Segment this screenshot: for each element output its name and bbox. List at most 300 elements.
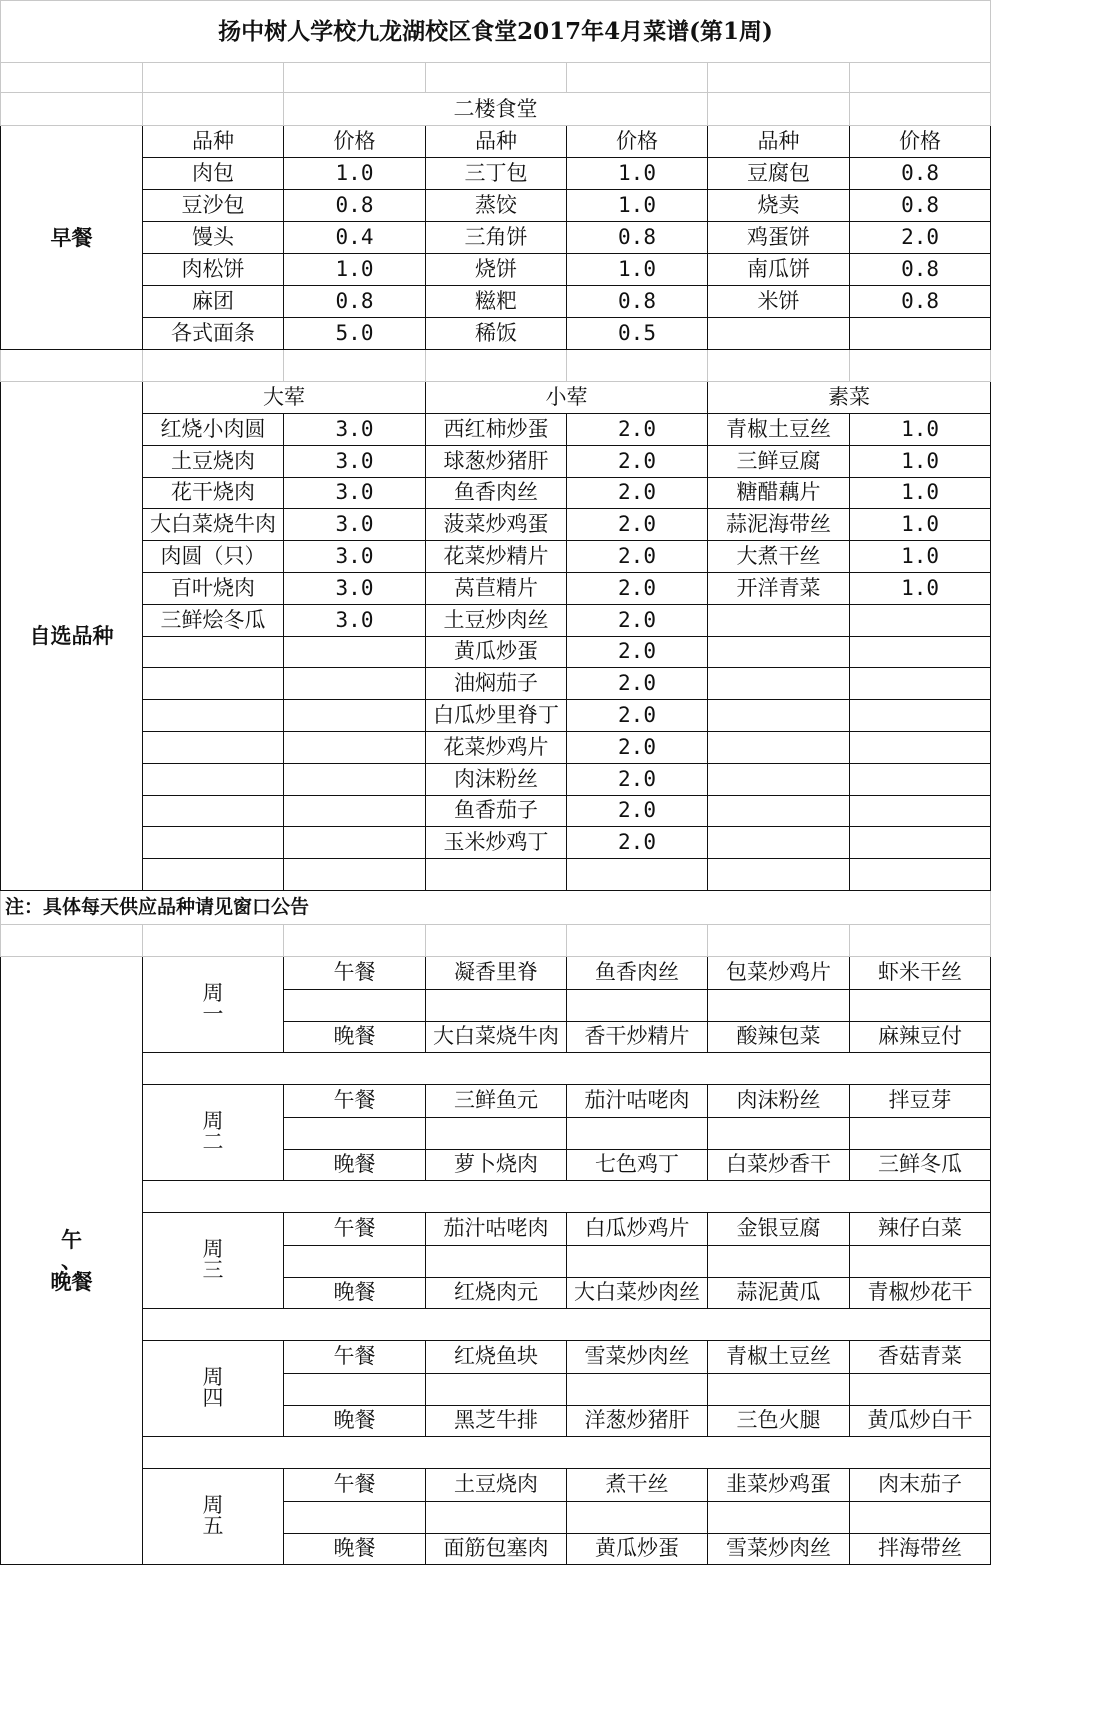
item-cell: 蒸饺: [426, 190, 567, 222]
price-cell: 2.0: [567, 795, 708, 827]
optional-label: 自选品种: [1, 382, 143, 891]
lunch-dish: 白瓜炒鸡片: [567, 1212, 708, 1245]
price-cell: 1.0: [850, 445, 991, 477]
price-cell: [850, 859, 991, 891]
empty-cell: [567, 1501, 708, 1533]
dinner-dish: 香干炒精片: [567, 1021, 708, 1052]
price-cell: 0.8: [567, 286, 708, 318]
item-cell: 稀饭: [426, 318, 567, 350]
price-cell: 2.0: [567, 509, 708, 541]
price-cell: 2.0: [567, 763, 708, 795]
optional-row: [1, 731, 991, 763]
price-cell: 0.8: [284, 190, 426, 222]
breakfast-row: [1, 286, 991, 318]
category-header: 素菜: [708, 382, 991, 414]
dinner-dish: 黄瓜炒蛋: [567, 1533, 708, 1564]
optional-row: [1, 509, 991, 541]
price-cell: [284, 827, 426, 859]
optional-row: [1, 700, 991, 732]
day-label-2: 一: [202, 1002, 224, 1027]
breakfast-header: 价格: [850, 126, 991, 158]
lunch-row: [1, 1468, 991, 1501]
day-separator-row: [1, 1436, 991, 1468]
empty-cell: [143, 63, 284, 93]
dish-cell: 肉沫粉丝: [426, 763, 567, 795]
lunch-dish: 煮干丝: [567, 1468, 708, 1501]
price-cell: [284, 795, 426, 827]
dinner-dish: 三色火腿: [708, 1405, 850, 1436]
price-cell: 1.0: [850, 477, 991, 509]
breakfast-row: [1, 222, 991, 254]
empty-cell: [708, 93, 850, 126]
dinner-dish: 拌海带丝: [850, 1533, 991, 1564]
dish-cell: 青椒土豆丝: [708, 414, 850, 446]
price-cell: 3.0: [284, 541, 426, 573]
empty-cell: [143, 93, 284, 126]
empty-cell: [567, 1373, 708, 1405]
price-cell: 2.0: [850, 222, 991, 254]
dinner-dish: 黄瓜炒白干: [850, 1405, 991, 1436]
empty-cell: [143, 1308, 991, 1340]
empty-cell: [1, 93, 143, 126]
empty-cell: [850, 1245, 991, 1277]
blank-row: [1, 350, 991, 382]
empty-cell: [708, 63, 850, 93]
meals-label-top: 午: [61, 1226, 82, 1252]
item-cell: 南瓜饼: [708, 254, 850, 286]
dinner-label: 晚餐: [284, 1405, 426, 1436]
dish-cell: 黄瓜炒蛋: [426, 636, 567, 668]
empty-cell: [426, 1117, 567, 1149]
lunch-label: 午餐: [284, 1084, 426, 1117]
price-cell: [284, 731, 426, 763]
price-cell: [284, 763, 426, 795]
price-cell: 3.0: [284, 572, 426, 604]
dish-cell: [143, 700, 284, 732]
dish-cell: 三鲜烩冬瓜: [143, 604, 284, 636]
lunch-dish: 香菇青菜: [850, 1340, 991, 1373]
price-cell: 3.0: [284, 477, 426, 509]
lunch-dish: 肉末茄子: [850, 1468, 991, 1501]
category-header: 小荤: [426, 382, 708, 414]
dining-hall-row: [1, 93, 991, 126]
price-cell: 2.0: [567, 827, 708, 859]
price-cell: 2.0: [567, 700, 708, 732]
lunch-dish: 拌豆芽: [850, 1084, 991, 1117]
item-cell: 麻团: [143, 286, 284, 318]
item-cell: 肉包: [143, 158, 284, 190]
dinner-label: 晚餐: [284, 1533, 426, 1564]
price-cell: 2.0: [567, 636, 708, 668]
price-cell: [850, 668, 991, 700]
price-cell: 3.0: [284, 604, 426, 636]
item-cell: 各式面条: [143, 318, 284, 350]
day-label-2: 五: [202, 1514, 224, 1539]
item-cell: 三角饼: [426, 222, 567, 254]
dish-cell: [143, 668, 284, 700]
empty-cell: [284, 1501, 426, 1533]
dish-cell: [143, 827, 284, 859]
optional-row: [1, 827, 991, 859]
dinner-dish: 面筋包塞肉: [426, 1533, 567, 1564]
item-cell: [708, 318, 850, 350]
price-cell: 1.0: [850, 572, 991, 604]
lunch-dish: 茄汁咕咾肉: [567, 1084, 708, 1117]
day-label-2: 二: [202, 1130, 224, 1155]
price-cell: [284, 859, 426, 891]
price-cell: [850, 604, 991, 636]
dish-cell: 百叶烧肉: [143, 572, 284, 604]
breakfast-row: [1, 254, 991, 286]
empty-cell: [1, 63, 143, 93]
optional-row: [1, 572, 991, 604]
lunch-row: [1, 956, 991, 989]
item-cell: 馒头: [143, 222, 284, 254]
optional-header-row: [1, 382, 991, 414]
optional-row: [1, 604, 991, 636]
meals-label-mid: 、: [61, 1247, 82, 1273]
day-separator-row: [1, 1180, 991, 1212]
empty-cell: [284, 63, 426, 93]
dish-cell: 玉米炒鸡丁: [426, 827, 567, 859]
item-cell: 鸡蛋饼: [708, 222, 850, 254]
dish-cell: [426, 859, 567, 891]
lunch-row: [1, 1084, 991, 1117]
empty-cell: [426, 924, 567, 956]
dinner-label: 晚餐: [284, 1149, 426, 1180]
item-cell: 烧卖: [708, 190, 850, 222]
blank-row: [1, 63, 991, 93]
day-label-1: 周: [202, 1109, 224, 1134]
dish-cell: 鱼香茄子: [426, 795, 567, 827]
day-label-1: 周: [202, 981, 224, 1006]
empty-cell: [850, 989, 991, 1021]
dish-cell: 大白菜烧牛肉: [143, 509, 284, 541]
lunch-label: 午餐: [284, 1212, 426, 1245]
dinner-dish: 麻辣豆付: [850, 1021, 991, 1052]
price-cell: 0.8: [567, 222, 708, 254]
item-cell: 豆沙包: [143, 190, 284, 222]
lunch-dish: 肉沫粉丝: [708, 1084, 850, 1117]
dinner-dish: 大白菜炒肉丝: [567, 1277, 708, 1308]
optional-row: [1, 445, 991, 477]
price-cell: 0.8: [850, 158, 991, 190]
empty-cell: [426, 1373, 567, 1405]
empty-cell: [426, 1501, 567, 1533]
dish-cell: [708, 636, 850, 668]
empty-cell: [143, 1180, 991, 1212]
dish-cell: 大煮干丝: [708, 541, 850, 573]
price-cell: [284, 700, 426, 732]
breakfast-row: [1, 318, 991, 350]
price-cell: 1.0: [850, 414, 991, 446]
empty-cell: [284, 924, 426, 956]
day-separator-row: [1, 1308, 991, 1340]
breakfast-header: 品种: [426, 126, 567, 158]
day-label: [143, 956, 284, 1052]
empty-cell: [567, 989, 708, 1021]
price-cell: [284, 636, 426, 668]
lunch-row: [1, 1212, 991, 1245]
lunch-dish: 韭菜炒鸡蛋: [708, 1468, 850, 1501]
dining-hall-label: 二楼食堂: [284, 93, 708, 126]
empty-cell: [567, 1117, 708, 1149]
price-cell: 1.0: [850, 541, 991, 573]
dish-cell: 糖醋藕片: [708, 477, 850, 509]
empty-cell: [1, 350, 143, 382]
optional-row: [1, 795, 991, 827]
empty-cell: [143, 1052, 991, 1084]
dish-cell: 花菜炒精片: [426, 541, 567, 573]
dish-cell: [708, 827, 850, 859]
lunch-label: 午餐: [284, 1340, 426, 1373]
lunch-dish: 凝香里脊: [426, 956, 567, 989]
price-cell: 0.8: [850, 286, 991, 318]
dinner-dish: 酸辣包菜: [708, 1021, 850, 1052]
price-cell: [850, 636, 991, 668]
dish-cell: [708, 795, 850, 827]
lunch-dish: 土豆烧肉: [426, 1468, 567, 1501]
dish-cell: 蒜泥海带丝: [708, 509, 850, 541]
optional-row: [1, 477, 991, 509]
empty-cell: [284, 1245, 426, 1277]
lunch-dish: 三鲜鱼元: [426, 1084, 567, 1117]
price-cell: 2.0: [567, 541, 708, 573]
lunch-label: 午餐: [284, 1468, 426, 1501]
breakfast-row: [1, 158, 991, 190]
dish-cell: [708, 859, 850, 891]
price-cell: 1.0: [567, 158, 708, 190]
dish-cell: [143, 795, 284, 827]
empty-cell: [850, 63, 991, 93]
price-cell: [850, 318, 991, 350]
empty-cell: [708, 1245, 850, 1277]
lunch-row: [1, 1340, 991, 1373]
empty-cell: [850, 1501, 991, 1533]
meals-label-bot: 晚餐: [50, 1268, 93, 1294]
day-label-1: 周: [202, 1365, 224, 1390]
empty-cell: [1, 924, 143, 956]
price-cell: 1.0: [567, 254, 708, 286]
price-cell: [850, 795, 991, 827]
empty-cell: [708, 1117, 850, 1149]
empty-cell: [426, 989, 567, 1021]
dish-cell: 白瓜炒里脊丁: [426, 700, 567, 732]
dish-cell: 土豆烧肉: [143, 445, 284, 477]
day-label: [143, 1468, 284, 1564]
empty-cell: [426, 1245, 567, 1277]
optional-row: [1, 668, 991, 700]
dinner-label: 晚餐: [284, 1277, 426, 1308]
dinner-dish: 萝卜烧肉: [426, 1149, 567, 1180]
empty-cell: [708, 924, 850, 956]
item-cell: 糍粑: [426, 286, 567, 318]
price-cell: [284, 668, 426, 700]
price-cell: 5.0: [284, 318, 426, 350]
page-title: 扬中树人学校九龙湖校区食堂2017年4月菜谱(第1周): [1, 1, 991, 63]
lunch-dish: 辣仔白菜: [850, 1212, 991, 1245]
category-header: 大荤: [143, 382, 426, 414]
dish-cell: [143, 859, 284, 891]
dish-cell: 花菜炒鸡片: [426, 731, 567, 763]
breakfast-header-row: [1, 126, 991, 158]
price-cell: 1.0: [567, 190, 708, 222]
dish-cell: 土豆炒肉丝: [426, 604, 567, 636]
price-cell: [850, 827, 991, 859]
empty-cell: [708, 350, 850, 382]
dish-cell: 肉圆（只）: [143, 541, 284, 573]
empty-cell: [284, 1373, 426, 1405]
lunch-dish: 雪菜炒肉丝: [567, 1340, 708, 1373]
price-cell: 2.0: [567, 414, 708, 446]
empty-cell: [850, 924, 991, 956]
price-cell: 1.0: [284, 254, 426, 286]
day-label-1: 周: [202, 1493, 224, 1518]
empty-cell: [708, 1373, 850, 1405]
item-cell: 豆腐包: [708, 158, 850, 190]
empty-cell: [143, 350, 284, 382]
price-cell: 0.4: [284, 222, 426, 254]
price-cell: [850, 731, 991, 763]
note-row: [1, 890, 991, 924]
price-cell: [850, 700, 991, 732]
lunch-dish: 鱼香肉丝: [567, 956, 708, 989]
price-cell: 2.0: [567, 572, 708, 604]
dish-cell: [708, 604, 850, 636]
price-cell: 0.8: [850, 190, 991, 222]
price-cell: 0.8: [284, 286, 426, 318]
empty-cell: [567, 1245, 708, 1277]
day-label-2: 三: [202, 1258, 224, 1283]
dinner-dish: 大白菜烧牛肉: [426, 1021, 567, 1052]
title-row: [1, 1, 991, 63]
breakfast-header: 价格: [567, 126, 708, 158]
dinner-dish: 七色鸡丁: [567, 1149, 708, 1180]
price-cell: 3.0: [284, 509, 426, 541]
empty-cell: [567, 924, 708, 956]
price-cell: 2.0: [567, 604, 708, 636]
dish-cell: 莴苣精片: [426, 572, 567, 604]
price-cell: [567, 859, 708, 891]
day-label: [143, 1212, 284, 1308]
price-cell: 0.8: [850, 254, 991, 286]
empty-cell: [850, 1373, 991, 1405]
dish-cell: 开洋青菜: [708, 572, 850, 604]
dish-cell: 红烧小肉圆: [143, 414, 284, 446]
breakfast-header: 价格: [284, 126, 426, 158]
lunch-dish: 青椒土豆丝: [708, 1340, 850, 1373]
price-cell: 3.0: [284, 445, 426, 477]
empty-cell: [567, 350, 708, 382]
breakfast-label: 早餐: [1, 126, 143, 350]
lunch-label: 午餐: [284, 956, 426, 989]
price-cell: 2.0: [567, 477, 708, 509]
breakfast-header: 品种: [708, 126, 850, 158]
empty-cell: [850, 350, 991, 382]
dish-cell: 三鲜豆腐: [708, 445, 850, 477]
lunch-dish: 茄汁咕咾肉: [426, 1212, 567, 1245]
empty-cell: [143, 1436, 991, 1468]
empty-cell: [143, 924, 284, 956]
empty-cell: [850, 1117, 991, 1149]
price-cell: 2.0: [567, 731, 708, 763]
price-cell: [850, 763, 991, 795]
lunch-dish: 包菜炒鸡片: [708, 956, 850, 989]
optional-row: [1, 541, 991, 573]
day-label: [143, 1084, 284, 1180]
price-cell: 1.0: [850, 509, 991, 541]
dish-cell: [708, 700, 850, 732]
dish-cell: [708, 763, 850, 795]
dish-cell: [143, 731, 284, 763]
dish-cell: [143, 636, 284, 668]
empty-cell: [284, 350, 426, 382]
empty-cell: [850, 93, 991, 126]
item-cell: 肉松饼: [143, 254, 284, 286]
item-cell: 烧饼: [426, 254, 567, 286]
lunch-dish: 金银豆腐: [708, 1212, 850, 1245]
lunch-dish: 虾米干丝: [850, 956, 991, 989]
empty-cell: [284, 989, 426, 1021]
breakfast-header: 品种: [143, 126, 284, 158]
dish-cell: 菠菜炒鸡蛋: [426, 509, 567, 541]
optional-row: [1, 636, 991, 668]
breakfast-row: [1, 190, 991, 222]
empty-cell: [426, 63, 567, 93]
price-cell: 2.0: [567, 445, 708, 477]
dinner-dish: 黑芝牛排: [426, 1405, 567, 1436]
dinner-dish: 红烧肉元: [426, 1277, 567, 1308]
optional-row: [1, 859, 991, 891]
dish-cell: [708, 668, 850, 700]
dinner-dish: 洋葱炒猪肝: [567, 1405, 708, 1436]
item-cell: 米饼: [708, 286, 850, 318]
meals-label: [1, 956, 143, 1564]
day-label-2: 四: [202, 1386, 224, 1411]
day-label-1: 周: [202, 1237, 224, 1262]
blank-row: [1, 924, 991, 956]
dish-cell: 油焖茄子: [426, 668, 567, 700]
price-cell: 0.5: [567, 318, 708, 350]
empty-cell: [708, 989, 850, 1021]
empty-cell: [567, 63, 708, 93]
dinner-label: 晚餐: [284, 1021, 426, 1052]
dinner-dish: 蒜泥黄瓜: [708, 1277, 850, 1308]
day-separator-row: [1, 1052, 991, 1084]
dish-cell: 鱼香肉丝: [426, 477, 567, 509]
dish-cell: 西红柿炒蛋: [426, 414, 567, 446]
dish-cell: [708, 731, 850, 763]
optional-row: [1, 414, 991, 446]
dish-cell: [143, 763, 284, 795]
dinner-dish: 白菜炒香干: [708, 1149, 850, 1180]
dinner-dish: 雪菜炒肉丝: [708, 1533, 850, 1564]
optional-row: [1, 763, 991, 795]
empty-cell: [426, 350, 567, 382]
dish-cell: 花干烧肉: [143, 477, 284, 509]
empty-cell: [284, 1117, 426, 1149]
lunch-dish: 红烧鱼块: [426, 1340, 567, 1373]
price-cell: 2.0: [567, 668, 708, 700]
price-cell: 1.0: [284, 158, 426, 190]
dinner-dish: 青椒炒花干: [850, 1277, 991, 1308]
dinner-dish: 三鲜冬瓜: [850, 1149, 991, 1180]
item-cell: 三丁包: [426, 158, 567, 190]
day-label: [143, 1340, 284, 1436]
empty-cell: [708, 1501, 850, 1533]
dish-cell: 球葱炒猪肝: [426, 445, 567, 477]
note-text: 注：具体每天供应品种请见窗口公告: [1, 890, 991, 924]
